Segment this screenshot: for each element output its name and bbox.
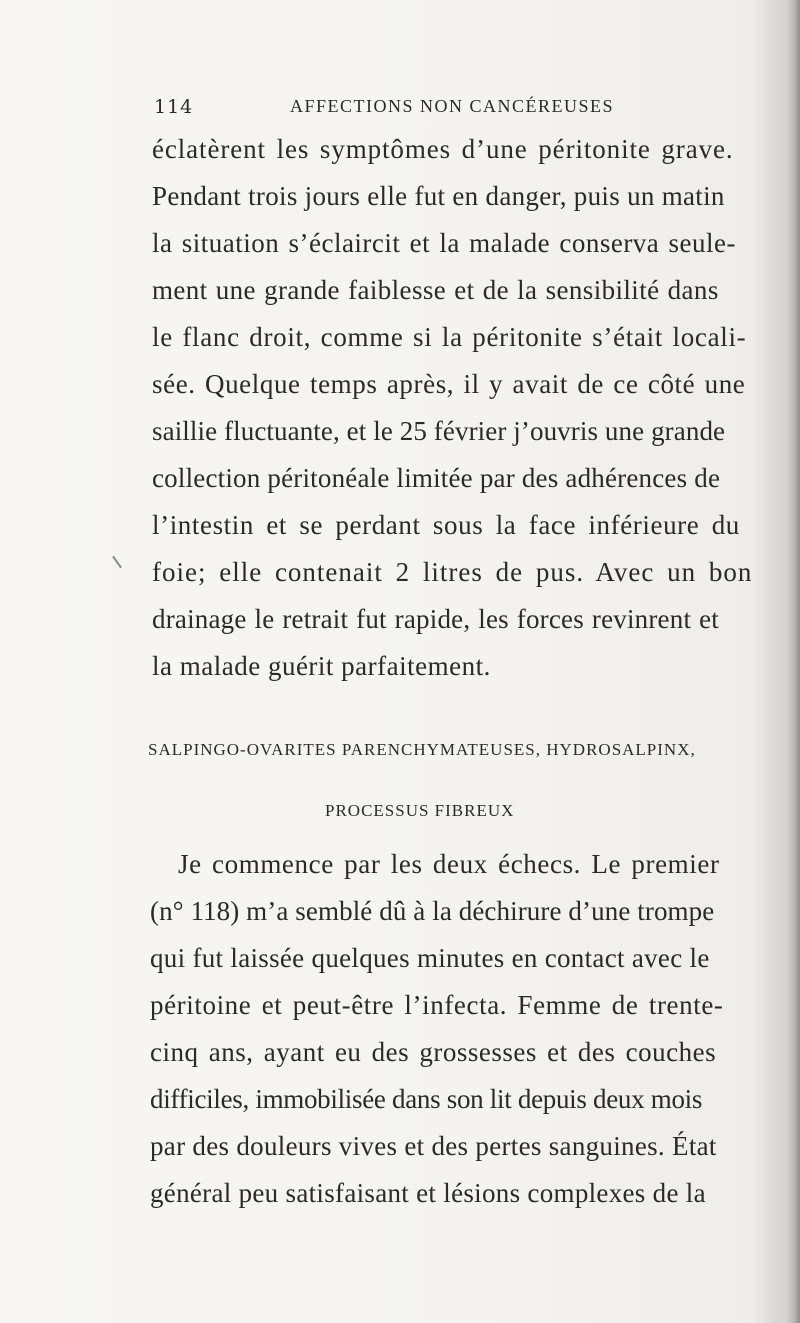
text-line: sée. Quelque temps après, il y avait de ce côté une [152, 369, 746, 399]
text-line: la malade guérit parfaitement. [152, 651, 491, 681]
page-edge-shadow [786, 0, 800, 1323]
text-line: (n° 118) m’a semblé dû à la déchirure d’une trompe [150, 896, 715, 926]
page-number: 114 [154, 96, 194, 118]
text-line: drainage le retrait fut rapide, les forces revinrent et [152, 604, 719, 634]
text-line: cinq ans, ayant eu des grossesses et des couches [150, 1037, 717, 1067]
text-line: saillie fluctuante, et le 25 février j’ouvris une grande [152, 416, 726, 446]
text-line: péritoine et peut-être l’infecta. Femme de trente- [150, 990, 724, 1020]
text-line: l’intestin et se perdant sous la face inférieure du [152, 510, 740, 540]
text-line: qui fut laissée quelques minutes en contact avec le [150, 943, 710, 973]
text-line: Pendant trois jours elle fut en danger, puis un matin [152, 181, 725, 211]
text-line: difficiles, immobilisée dans son lit depuis deux mois [150, 1084, 703, 1114]
page-header [154, 96, 754, 126]
text-line: le flanc droit, comme si la péritonite s’était locali- [152, 322, 747, 352]
section-title: SALPINGO-OVARITES PARENCHYMATEUSES, HYDROSALPINX, [148, 740, 696, 759]
text-line: éclatèrent les symptômes d’une péritonite grave. [152, 134, 734, 164]
text-line: Je commence par les deux échecs. Le premier [178, 849, 720, 879]
text-line: collection péritonéale limitée par des adhérences de [152, 463, 721, 493]
running-title: AFFECTIONS NON CANCÉREUSES [290, 96, 615, 116]
text-line: ment une grande faiblesse et de la sensibilité dans [152, 275, 719, 305]
text-line: foie; elle contenait 2 litres de pus. Avec un bon [152, 557, 753, 587]
text-line: par des douleurs vives et des pertes sanguines. État [150, 1131, 717, 1161]
section-subtitle: PROCESSUS FIBREUX [325, 801, 515, 820]
text-line: général peu satisfaisant et lésions complexes de la [150, 1178, 706, 1208]
text-line: la situation s’éclaircit et la malade conserva seule- [152, 228, 737, 258]
margin-mark [112, 556, 122, 569]
